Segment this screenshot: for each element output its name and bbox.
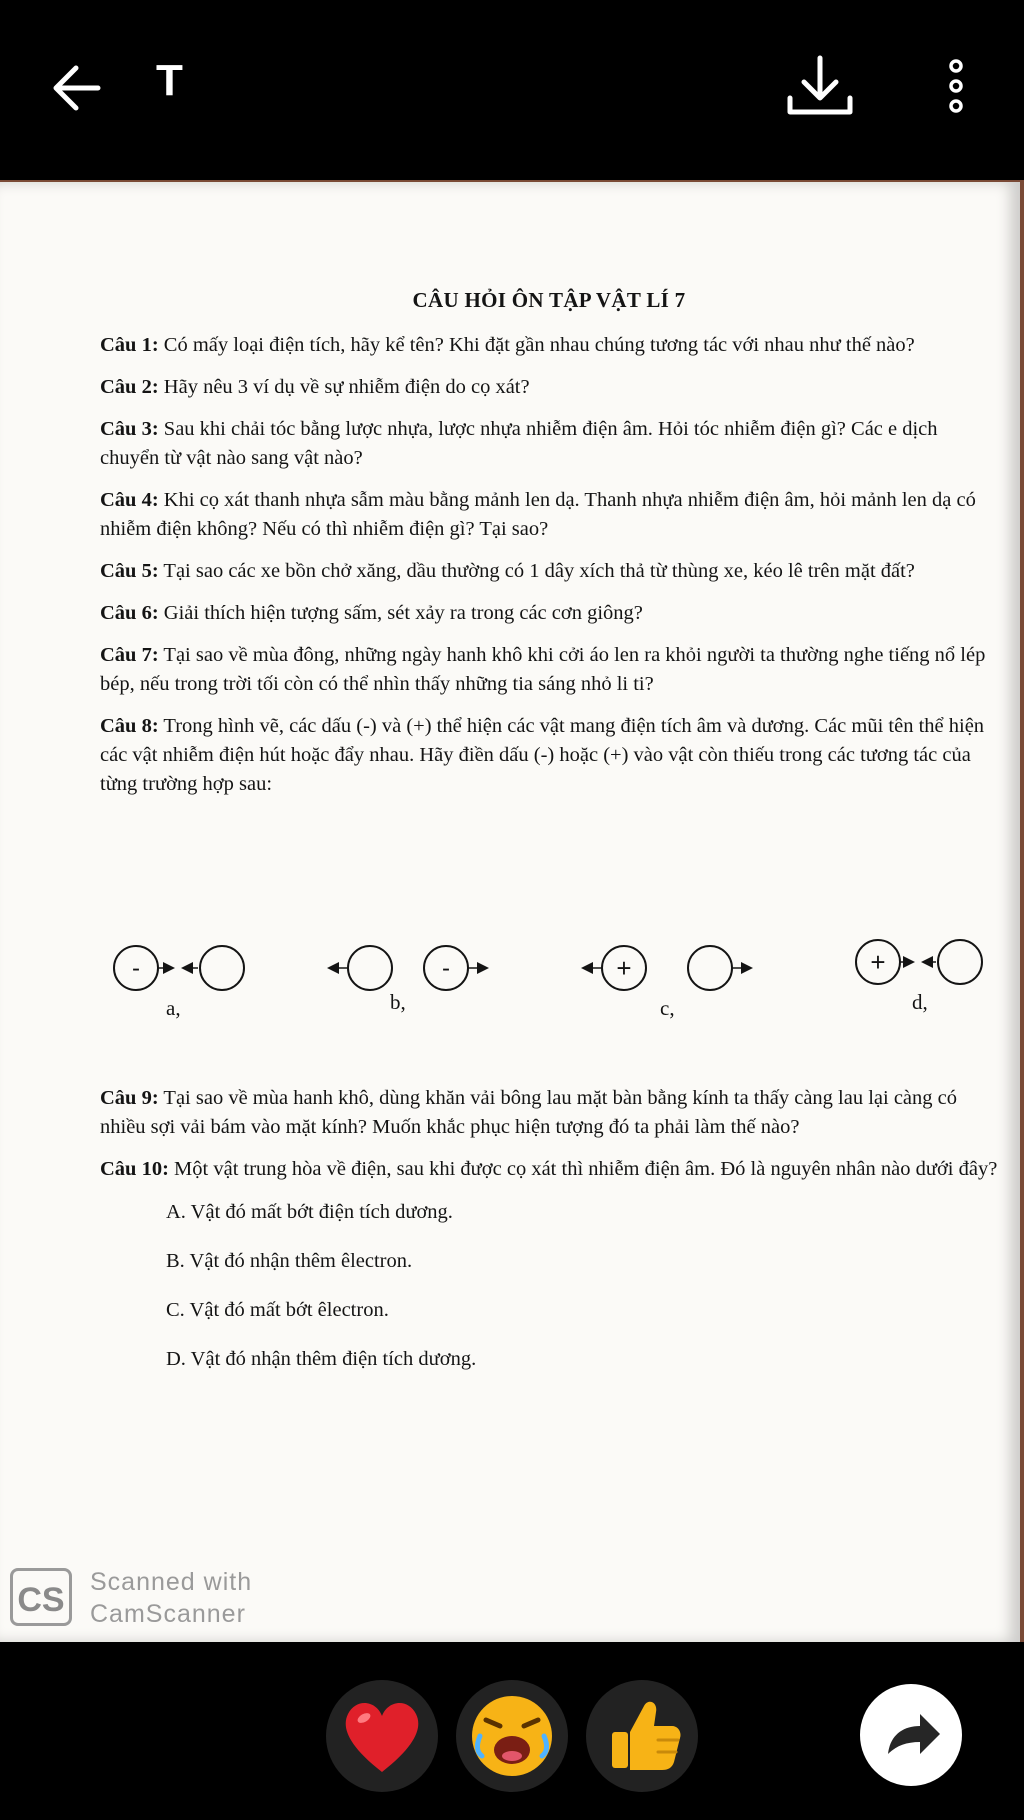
- question-label: Câu 2:: [100, 376, 159, 398]
- question-text: Một vật trung hòa về điện, sau khi được cọ xát thì nhiễm điện âm. Đó là nguyên nhân nào dưới đây?: [168, 1158, 998, 1180]
- question-label: Câu 7:: [100, 644, 159, 666]
- back-button[interactable]: [48, 58, 108, 118]
- question-text: Hãy nêu 3 ví dụ về sự nhiễm điện do cọ xát?: [158, 376, 530, 398]
- question-text: Sau khi chải tóc bằng lược nhựa, lược nhựa nhiễm điện âm. Hỏi tóc nhiễm điện gì? Các e dịch chuyển từ vật nào sang vật nào?: [100, 418, 938, 469]
- share-arrow-icon: [860, 1684, 962, 1786]
- question-label: Câu 9:: [100, 1087, 159, 1109]
- download-icon: [784, 54, 856, 120]
- answer-option: A. Vật đó mất bớt điện tích dương.: [166, 1201, 453, 1223]
- laugh-reaction-button[interactable]: [456, 1680, 568, 1792]
- question-text: Có mấy loại điện tích, hãy kể tên? Khi đặt gần nhau chúng tương tác với nhau như thế nào?: [158, 334, 915, 356]
- more-options-button[interactable]: [944, 56, 968, 116]
- question-list-continued: [100, 1084, 998, 1184]
- share-button[interactable]: [860, 1684, 962, 1786]
- question-item: [100, 373, 998, 402]
- question-text: Khi cọ xát thanh nhựa sẫm màu bằng mảnh len dạ. Thanh nhựa nhiễm điện âm, hỏi mảnh len dạ có nhiễm điện không? Nếu có thì nhiễm điện gì? Tại sao?: [100, 489, 976, 540]
- toolbar-title: T: [156, 56, 183, 105]
- document-title: CÂU HỎI ÔN TẬP VẬT LÍ 7: [412, 288, 686, 312]
- camscanner-logo: CS: [10, 1568, 72, 1626]
- charge-interaction-figure: [100, 934, 998, 1034]
- sign-d: +: [870, 947, 886, 977]
- sign-b: -: [442, 955, 450, 982]
- question-list: [100, 331, 998, 799]
- question-text: Tại sao về mùa đông, những ngày hanh khô khi cởi áo len ra khỏi người ta thường nghe tiếng nổ lép bép, nếu trong trời tối còn có thể nhìn thấy những tia sáng nhỏ li ti?: [100, 644, 986, 695]
- figure-case-c: [584, 946, 750, 990]
- thumbs-up-icon: [586, 1680, 698, 1792]
- question-item: [100, 486, 998, 544]
- like-reaction-button[interactable]: [586, 1680, 698, 1792]
- question-label: Câu 8:: [100, 715, 159, 737]
- laughing-face-icon: [456, 1680, 568, 1792]
- top-toolbar: [0, 0, 1024, 170]
- question-label: Câu 1:: [100, 334, 159, 356]
- answer-options: [166, 1198, 998, 1374]
- arrow-left-icon: [48, 58, 108, 118]
- watermark-text: [90, 1566, 252, 1630]
- heart-reaction-button[interactable]: [326, 1680, 438, 1792]
- question-text: Tại sao về mùa hanh khô, dùng khăn vải bông lau mặt bàn bằng kính ta thấy càng lau lại càng có nhiều sợi vải bám vào mặt kính? Muốn khắc phục hiện tượng đó ta phải làm thế nào?: [100, 1087, 958, 1138]
- question-text: Giải thích hiện tượng sấm, sét xảy ra trong các cơn giông?: [158, 602, 643, 624]
- question-item: [100, 331, 998, 360]
- question-item: [100, 1084, 998, 1142]
- answer-option: B. Vật đó nhận thêm êlectron.: [166, 1250, 413, 1272]
- question-label: Câu 6:: [100, 602, 159, 624]
- document-content: [100, 286, 998, 812]
- more-vertical-icon: [944, 56, 968, 116]
- question-item: [100, 415, 998, 473]
- figure-case-a: [114, 946, 244, 990]
- sign-c: +: [616, 953, 632, 983]
- figure-label-c: c,: [660, 996, 675, 1020]
- question-text: Trong hình vẽ, các dấu (-) và (+) thể hiện các vật mang điện tích âm và dương. Các mũi tên thể hiện các vật nhiễm điện hút hoặc đẩy nhau. Hãy điền dấu (-) hoặc (+) vào vật còn thiếu trong các tương tác của từng trường hợp sau:: [100, 715, 985, 795]
- question-label: Câu 10:: [100, 1158, 169, 1180]
- question-text: Tại sao các xe bồn chở xăng, dầu thường có 1 dây xích thả từ thùng xe, kéo lê trên mặt đất?: [158, 560, 915, 582]
- figure-label-a: a,: [166, 996, 181, 1020]
- camscanner-watermark: [10, 1566, 290, 1636]
- question-item: [100, 641, 998, 699]
- question-label: Câu 4:: [100, 489, 159, 511]
- question-item: [100, 1155, 998, 1184]
- question-item: [100, 557, 998, 586]
- question-label: Câu 5:: [100, 560, 159, 582]
- figure-case-d: [856, 940, 982, 984]
- document-content-continued: [100, 1084, 998, 1394]
- figure-label-d: d,: [912, 990, 928, 1014]
- download-button[interactable]: [784, 54, 856, 120]
- heart-icon: [326, 1680, 438, 1792]
- figure-case-b: [330, 946, 486, 990]
- sign-a: -: [132, 955, 140, 982]
- question-item: [100, 599, 998, 628]
- answer-option: C. Vật đó mất bớt êlectron.: [166, 1299, 389, 1321]
- figure-label-b: b,: [390, 990, 406, 1014]
- question-label: Câu 3:: [100, 418, 159, 440]
- answer-option: D. Vật đó nhận thêm điện tích dương.: [166, 1348, 477, 1370]
- question-item: [100, 712, 998, 799]
- watermark-line-2: CamScanner: [90, 1600, 246, 1628]
- watermark-line-1: Scanned with: [90, 1568, 253, 1596]
- charge-diagram: [100, 934, 998, 1034]
